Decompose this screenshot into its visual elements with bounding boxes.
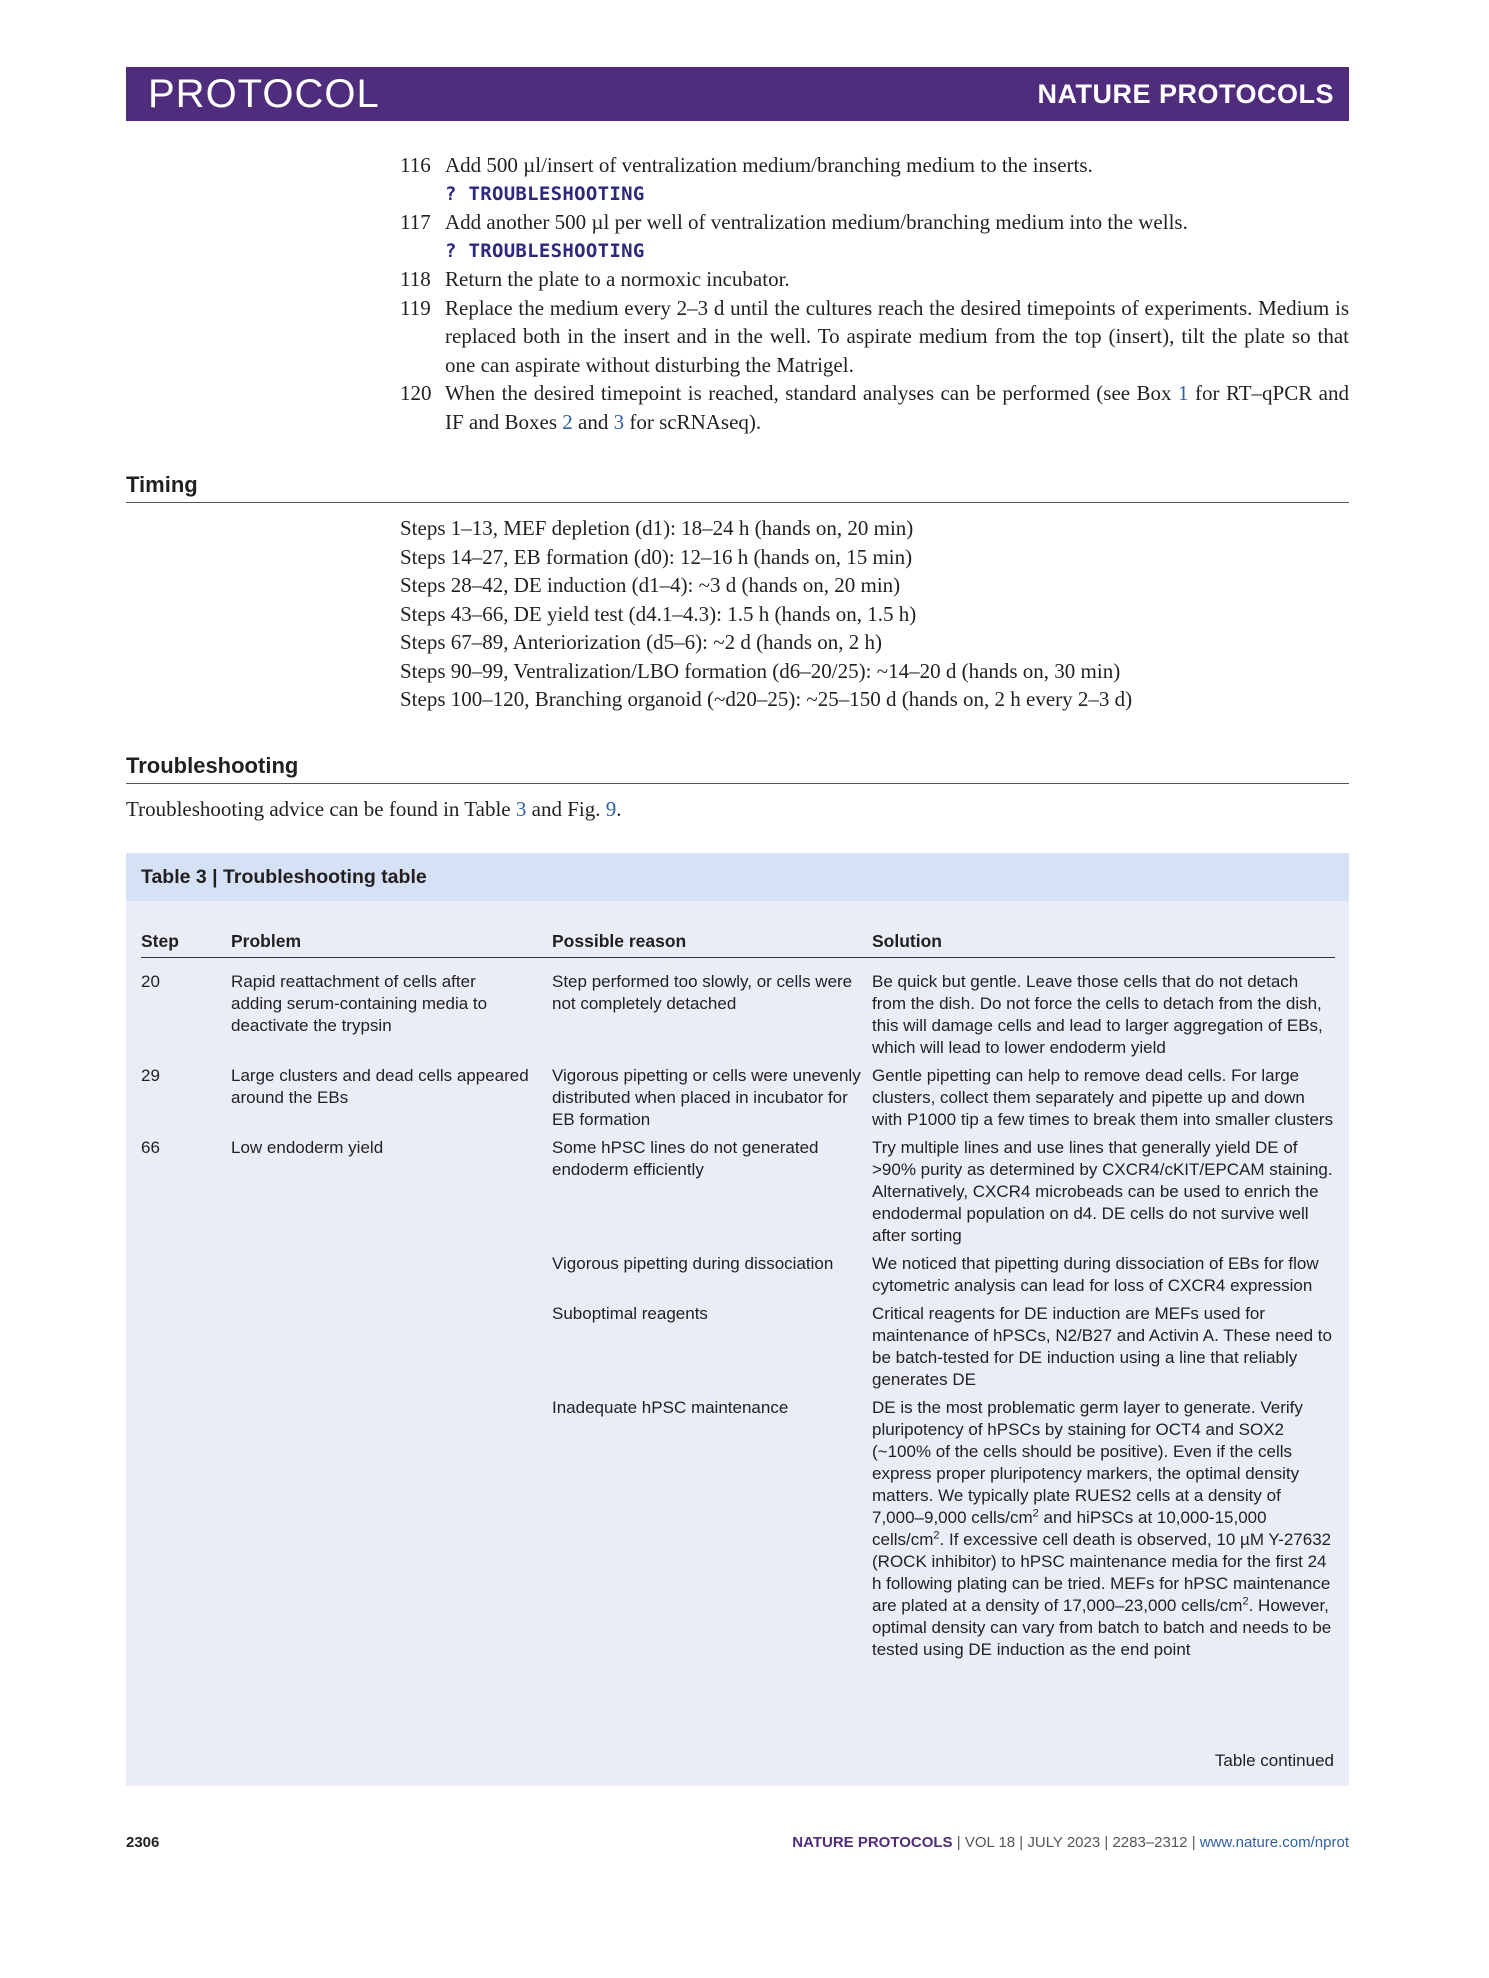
table-title: Table 3 | Troubleshooting table [126, 853, 1349, 901]
troubleshooting-link[interactable]: ? TROUBLESHOOTING [445, 182, 645, 205]
box-link[interactable]: 1 [1178, 381, 1189, 405]
troubleshooting-paragraph: Troubleshooting advice can be found in Table 3 and Fig. 9. [126, 797, 622, 821]
col-step: Step [141, 931, 179, 951]
step-item [400, 379, 1349, 436]
journal-name: NATURE PROTOCOLS [1037, 78, 1334, 109]
procedure-steps [400, 151, 1349, 436]
box-link[interactable]: 2 [562, 409, 573, 434]
step-text: Add 500 µl/insert of ventralization medium/branching medium to the inserts. [445, 153, 1093, 177]
step-text: When the desired timepoint is reached, standard analyses can be performed (see Box 1 for RT–qPCR and IF and Boxes 2 and 3 for scRNAseq). [445, 381, 1349, 434]
citation: NATURE PROTOCOLS | VOL 18 | JULY 2023 | 2283–2312 | www.nature.com/nprot [792, 1834, 1349, 1851]
journal-url[interactable]: www.nature.com/nprot [1199, 1834, 1349, 1851]
step-number: 117 [400, 210, 431, 234]
header-banner [126, 67, 1349, 121]
col-reason: Possible reason [552, 931, 687, 951]
timing-line: Steps 43–66, DE yield test (d4.1–4.3): 1.5 h (hands on, 1.5 h) [400, 601, 917, 626]
timing-line: Steps 28–42, DE induction (d1–4): ~3 d (hands on, 20 min) [400, 573, 901, 597]
troubleshooting-table [126, 853, 1349, 1786]
troubleshooting-heading: Troubleshooting [126, 753, 1349, 784]
step-number: 120 [400, 381, 432, 405]
step-text: Replace the medium every 2–3 d until the cultures reach the desired timepoints of experiments. Medium is replaced both in the insert and in the well. To aspirate medium from the top (insert), tilt the plate so that one can aspirate without disturbing the Matrigel. [445, 295, 1349, 377]
timing-list [400, 514, 1132, 714]
timing-line: Steps 1–13, MEF depletion (d1): 18–24 h (hands on, 20 min) [400, 516, 914, 540]
step-text: Return the plate to a normoxic incubator. [445, 267, 790, 291]
col-problem: Problem [231, 931, 302, 951]
table-row: 20 Rapid reattachment of cells after adding serum-containing media to deactivate the trypsin Step performed too slowly, or cells were not completely detached Be quick but gentle. Leave those cells that do not detach from the dish. Do not force the cells to detach from the dish, this will damage cells and lead to larger aggregation of EBs, which will lead to lower endoderm yield [141, 972, 1323, 1057]
table-link[interactable]: 3 [515, 797, 527, 821]
step-number: 118 [400, 267, 431, 291]
step-number: 116 [400, 153, 431, 177]
timing-line: Steps 67–89, Anteriorization (d5–6): ~2 d (hands on, 2 h) [400, 630, 883, 654]
figure-link[interactable]: 9 [605, 797, 617, 821]
page-number: 2306 [126, 1834, 160, 1851]
table-row: Vigorous pipetting during dissociation We noticed that pipetting during dissociation of EBs for flow cytometric analysis can lead for loss of CXCR4 expression [552, 1254, 1319, 1295]
section-label: PROTOCOL [148, 71, 380, 116]
step-item [400, 208, 1349, 265]
box-link[interactable]: 3 [613, 409, 625, 434]
timing-line: Steps 14–27, EB formation (d0): 12–16 h (hands on, 15 min) [400, 544, 913, 569]
step-item [400, 265, 1349, 294]
table-row: 66 Low endoderm yield Some hPSC lines do not generated endoderm efficiently Try multiple lines and use lines that generally yield DE of >90% purity as determined by CXCR4/cKIT/EPCAM staining. Alternatively, CXCR4 microbeads can be used to enrich the endodermal population on d4. DE cells do not survive well after sorting [141, 1138, 1333, 1245]
table-header [141, 917, 1335, 958]
step-item [400, 294, 1349, 380]
step-item [400, 151, 1349, 208]
col-solution: Solution [872, 931, 942, 951]
timing-line: Steps 90–99, Ventralization/LBO formation (d6–20/25): ~14–20 d (hands on, 30 min) [400, 658, 1121, 683]
troubleshooting-link[interactable]: ? TROUBLESHOOTING [445, 239, 645, 262]
table-row: Inadequate hPSC maintenance DE is the most problematic germ layer to generate. Verify pluripotency of hPSCs by staining for OCT4 and SOX2 (~100% of the cells should be positive). Even if the cells express proper pluripotency markers, the optimal density matters. We typically plate RUES2 cells at a density of 7,000–9,000 cells/$cm^2$ and hiPSCs at 10,000-15,000 cells/$cm^2$. If excessive cell death is observed, 10 µM Y-27632 (ROCK inhibitor) to hPSC maintenance media for the first 24 h following plating can be tried. MEFs for hPSC maintenance are plated at a density of 17,000–23,000 cells/$cm^2$. However, optimal density can vary from batch to batch and needs to be tested using DE induction as the end point [552, 1398, 1332, 1659]
table-body [141, 971, 1335, 1661]
table-row: 29 Large clusters and dead cells appeared around the EBs Vigorous pipetting or cells were unevenly distributed when placed in incubator for EB formation Gentle pipetting can help to remove dead cells. For large clusters, collect them separately and pipette up and down with P1000 tip a few times to break them into smaller clusters [141, 1066, 1334, 1129]
timing-line: Steps 100–120, Branching organoid (~d20–25): ~25–150 d (hands on, 2 h every 2–3 d) [400, 687, 1133, 711]
step-text: Add another 500 µl per well of ventralization medium/branching medium into the wells. [445, 210, 1188, 234]
timing-heading: Timing [126, 472, 1349, 503]
table-continued-note: Table continued [1214, 1751, 1334, 1770]
table-row: Suboptimal reagents Critical reagents for DE induction are MEFs used for maintenance of hPSCs, N2/B27 and Activin A. These need to be batch-tested for DE induction using a line that reliably generates DE [552, 1304, 1332, 1389]
step-number: 119 [400, 295, 431, 320]
